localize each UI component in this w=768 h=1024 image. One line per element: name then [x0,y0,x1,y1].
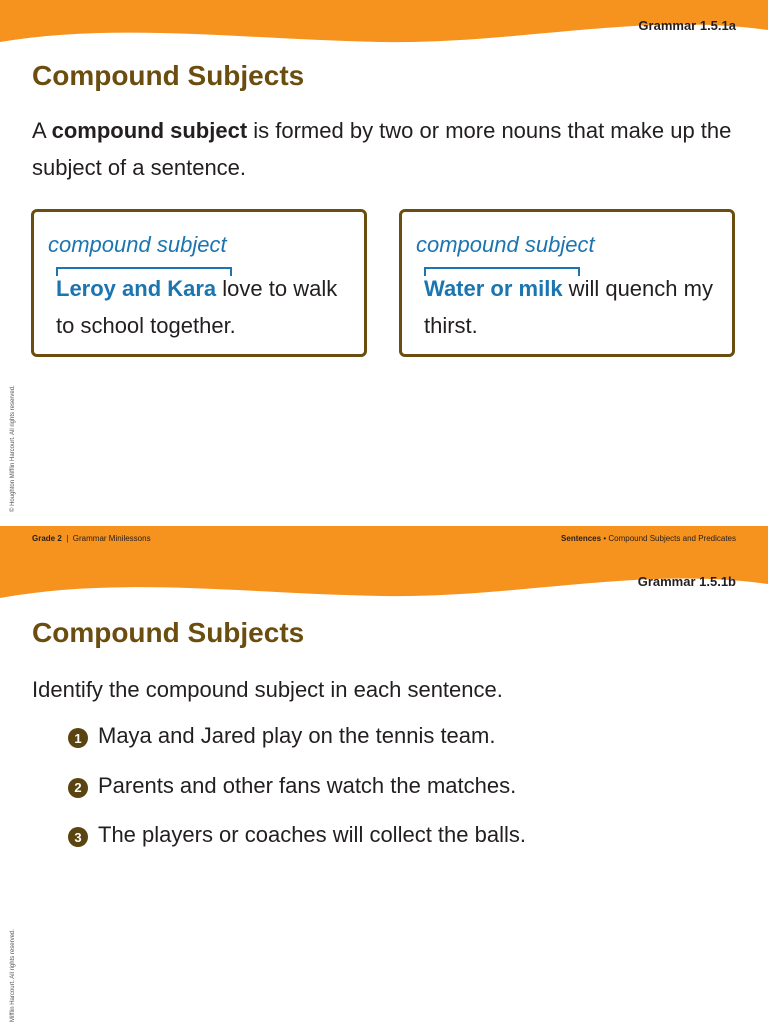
list-item [68,773,526,823]
exercise-sentence: The players or coaches will collect the balls. [98,822,526,847]
exercise-sentence: Parents and other fans watch the matches. [98,772,517,798]
footer-topic: Sentences • Compound Subjects and Predicates [561,534,736,543]
definition-text: A compound subject is formed by two or more nouns that make up the subject of a sentence. [32,118,732,180]
lesson-code: Grammar 1.5.1a [638,18,736,33]
example-subject: Water or milk [424,276,563,301]
example-sentence: Water or milk will quench my thirst. [424,276,713,338]
example-sentence: Leroy and Kara love to walk to school together. [56,276,338,338]
copyright-notice: © Houghton Mifflin Harcourt. All rights reserved. [10,385,16,512]
example-subject: Leroy and Kara [56,276,217,301]
footer-grade: Grade 2 | Grammar Minilessons [32,534,151,543]
example-label: compound subject [416,232,595,257]
example-box-1 [31,209,367,357]
number-badge: 3 [68,827,88,847]
page-title: Compound Subjects [32,617,305,648]
number-badge: 2 [68,778,88,798]
list-item [68,822,526,872]
copyright-notice: Mifflin Harcourt. All rights reserved. [10,929,16,1022]
instruction-text: Identify the compound subject in each sentence. [32,677,503,702]
slide-1-5-1b [0,526,768,1024]
list-item [68,723,526,773]
exercise-list [68,723,526,872]
number-badge: 1 [68,728,88,748]
example-label: compound subject [48,232,227,257]
example-box-2 [399,209,735,357]
definition-term: compound subject [51,118,248,143]
exercise-sentence: Maya and Jared play on the tennis team. [98,723,496,748]
page-footer [0,526,768,550]
page-title: Compound Subjects [32,60,305,91]
lesson-code: Grammar 1.5.1b [637,574,736,589]
